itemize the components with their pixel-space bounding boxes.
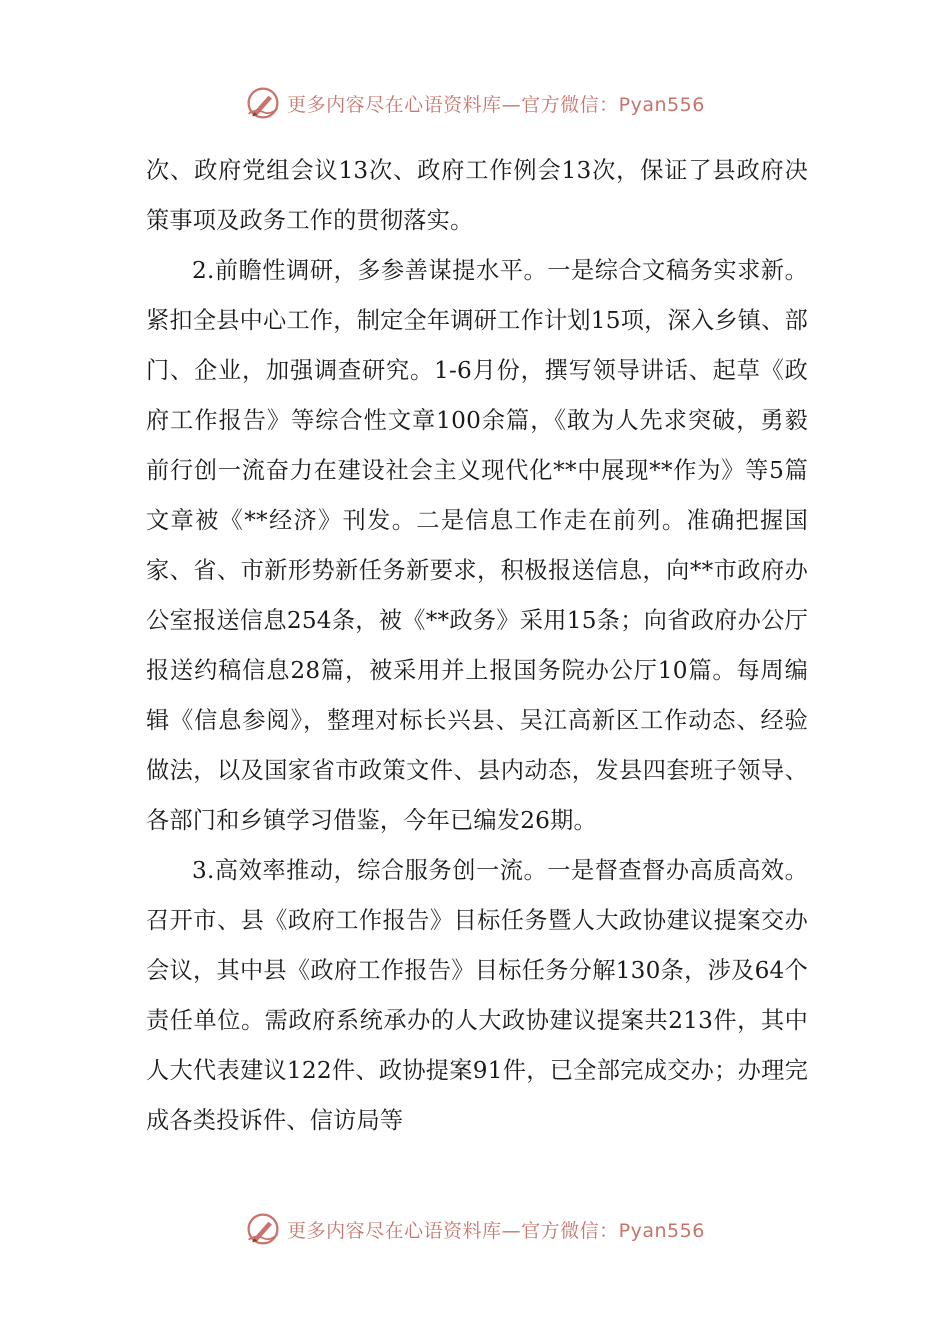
pen-logo-icon — [245, 1211, 281, 1247]
header-banner — [0, 83, 950, 123]
footer-banner — [0, 1209, 950, 1249]
footer-banner-text: 更多内容尽在心语资料库—官方微信：Pyan556 — [287, 1219, 705, 1242]
paragraph-service: 3.高效率推动，综合服务创一流。一是督查督办高质高效。召开市、县《政府工作报告》目标任务暨人大政协建议提案交办会议，其中县《政府工作报告》目标任务分解130条，涉及64个责任单位。需政府系统承办的人大政协建议提案共213件，其中人大代表建议122件、政协提案91件，已全部完成交办；办理完成各类投诉件、信访局等 — [146, 857, 808, 1134]
header-banner-text: 更多内容尽在心语资料库—官方微信：Pyan556 — [287, 93, 705, 116]
document-body — [146, 146, 808, 1146]
paragraph-research: 2.前瞻性调研，多参善谋提水平。一是综合文稿务实求新。紧扣全县中心工作，制定全年调研工作计划15项，深入乡镇、部门、企业，加强调查研究。1-6月份，撰写领导讲话、起草《政府工作报告》等综合性文章100余篇，《敢为人先求突破，勇毅前行创一流奋力在建设社会主义现代化**中展现**作为》等5篇文章被《**经济》刊发。二是信息工作走在前列。准确把握国家、省、市新形势新任务新要求，积极报送信息，向**市政府办公室报送信息254条，被《**政务》采用15条；向省政府办公厅报送约稿信息28篇，被采用并上报国务院办公厅10篇。每周编辑《信息参阅》，整理对标长兴县、吴江高新区工作动态、经验做法，以及国家省市政策文件、县内动态，发县四套班子领导、各部门和乡镇学习借鉴，今年已编发26期。 — [146, 257, 808, 834]
paragraph-continuation: 次、政府党组会议13次、政府工作例会13次，保证了县政府决策事项及政务工作的贯彻落实。 — [146, 157, 808, 234]
pen-logo-icon — [245, 85, 281, 121]
